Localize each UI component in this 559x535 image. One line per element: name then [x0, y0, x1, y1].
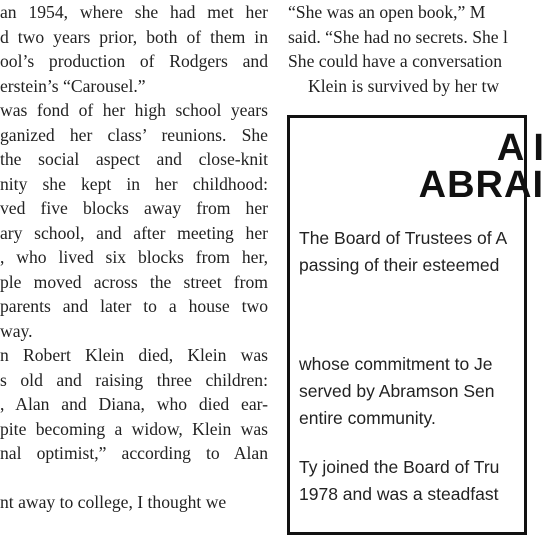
ad-line: whose commitment to Je — [299, 354, 493, 374]
article-line: , Alan and Diana, who died ear- — [0, 394, 268, 414]
article-line: ple moved across the street from — [0, 271, 268, 292]
article-right-column — [288, 0, 512, 100]
article-left-column — [0, 0, 268, 512]
ad-line: The Board of Trustees of A — [299, 228, 508, 248]
article-line: the social aspect and close-knit — [0, 149, 268, 169]
article-line: erstein’s “Carousel.” — [0, 75, 146, 96]
article-line: Klein is survived by her tw — [308, 75, 500, 96]
ad-line: entire community. — [299, 408, 436, 428]
article-line: said. “She had no secrets. She l — [288, 26, 508, 47]
article-line: d two years prior, both of them in — [0, 26, 268, 47]
ad-line: Ty joined the Board of Tru — [299, 457, 500, 477]
ad-paragraph-2 — [299, 351, 559, 432]
article-line: was fond of her high school years — [0, 100, 268, 120]
article-line: She could have a conversation — [288, 51, 502, 71]
article-line: n Robert Klein died, Klein was — [0, 345, 268, 365]
article-line: “She was an open book,” M — [288, 2, 486, 22]
ad-title-line-1: A I — [496, 127, 544, 169]
article-line: nity she kept in her childhood: — [0, 173, 268, 194]
article-line: ary school, and after meeting her — [0, 222, 268, 243]
article-line: way. — [0, 320, 33, 341]
article-line — [0, 466, 268, 491]
ad-line: 1978 and was a steadfast — [299, 484, 499, 504]
article-line: , who lived six blocks from her, — [0, 247, 268, 267]
article-line: ool’s production of Rodgers and — [0, 51, 268, 71]
ad-line: passing of their esteemed — [299, 255, 500, 275]
memorial-ad-box — [287, 115, 544, 535]
ad-title-line-2: ABRAI — [418, 164, 544, 206]
article-line: s old and raising three children: — [0, 369, 268, 390]
article-line: nal optimist,” according to Alan — [0, 443, 268, 463]
article-line: parents and later to a house two — [0, 296, 268, 316]
ad-paragraph-3 — [299, 454, 559, 508]
article-line: ved five blocks away from her — [0, 198, 268, 218]
ad-paragraph-1 — [299, 225, 559, 279]
article-line: nt away to college, I thought we — [0, 492, 227, 512]
ad-line: served by Abramson Sen — [299, 381, 495, 401]
article-line: pite becoming a widow, Klein was — [0, 418, 268, 439]
article-line: ganized her class’ reunions. She — [0, 124, 268, 145]
article-line: an 1954, where she had met her — [0, 2, 268, 22]
